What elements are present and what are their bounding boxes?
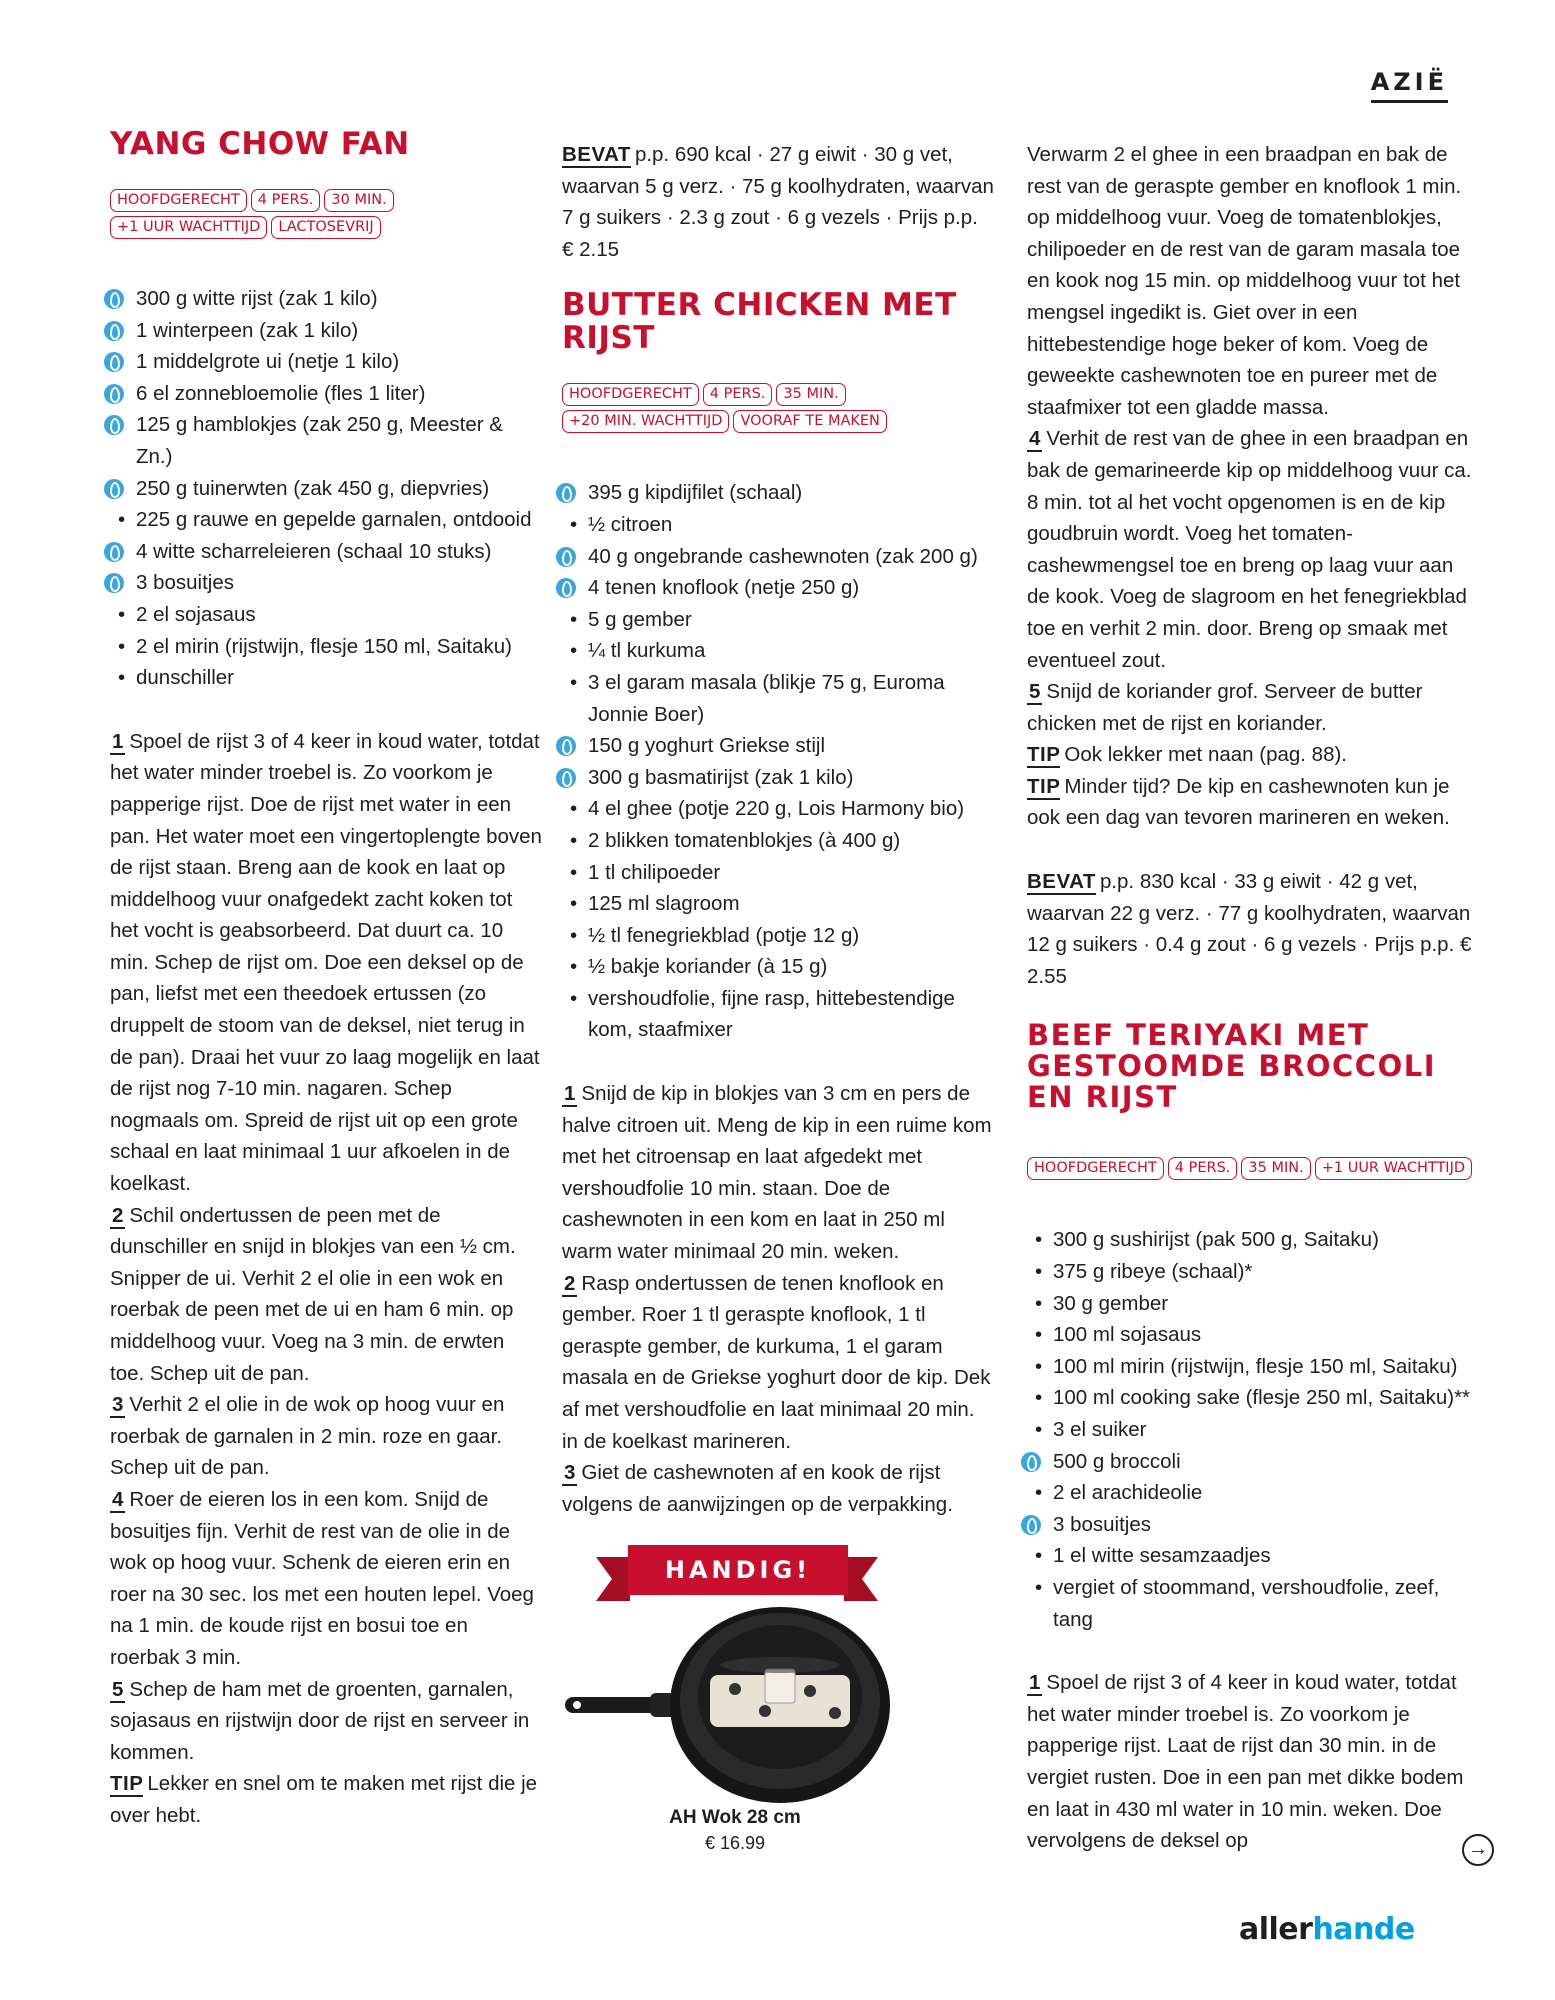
- ribbon-tail-left: [596, 1557, 630, 1601]
- tag: VOORAF TE MAKEN: [733, 410, 886, 433]
- tag: +1 UUR WACHTTIJD: [110, 216, 267, 239]
- step-number: 3: [564, 1461, 576, 1485]
- step-text: Schep de ham met de groenten, garnalen, sojasaus en rijstwijn door de rijst en serveer in kommen.: [110, 1677, 530, 1764]
- tag: 4 PERS.: [1168, 1157, 1238, 1180]
- ingredient-item: [562, 477, 994, 509]
- ingredient-text: 300 g basmatirijst (zak 1 kilo): [588, 765, 854, 789]
- ingredient-text: ½ citroen: [588, 512, 673, 536]
- recipe-tags: [110, 189, 530, 239]
- step-text: Schil ondertussen de peen met de dunschiller en snijd in blokjes van een ½ cm. Snipper de ui. Verhit 2 el olie in een wok en roerbak de peen met de ui en ham 6 min. op middelhoog vuur. Voeg na 3 min. de erwten toe. Schep uit de pan.: [110, 1203, 516, 1385]
- step-number: 1: [1029, 1671, 1041, 1695]
- tip: [1027, 739, 1477, 771]
- ingredient-item: [562, 762, 994, 794]
- ingredient-text: 3 el suiker: [1053, 1418, 1147, 1441]
- step-number: 1: [564, 1082, 576, 1106]
- step-text: Verhit de rest van de ghee in een braadpan en bak de gemarineerde kip op middelhoog vuur ca. 8 min. tot al het vocht opgenomen is en de kip goudbruin wordt. Voeg het tomaten-cashewmengsel toe en breng op laag vuur aan de kook. Voeg de slagroom en het fenegriekblad toe en verhit 2 min. door. Breng op smaak met eventueel zout.: [1027, 427, 1472, 672]
- step: [110, 1674, 542, 1769]
- handig-ribbon: HANDIG!: [628, 1545, 848, 1595]
- next-page-arrow-icon[interactable]: →: [1462, 1834, 1494, 1866]
- tip-label: TIP: [1027, 774, 1061, 798]
- ah-leaf-icon: [104, 384, 124, 404]
- column-yang-chow-fan: [110, 128, 542, 1832]
- ingredient-list: [1027, 1224, 1477, 1635]
- ingredient-item: [110, 378, 542, 410]
- title-line: BEEF TERIYAKI MET: [1027, 1018, 1370, 1053]
- ingredient-item: [110, 567, 542, 599]
- ingredient-text: 1 el witte sesamzaadjes: [1053, 1544, 1271, 1568]
- ingredient-text: 40 g ongebrande cashewnoten (zak 200 g): [588, 544, 978, 568]
- step-text: Rasp ondertussen de tenen knoflook en gember. Roer 1 tl geraspte knoflook, 1 tl geraspte gember, de kurkuma, 1 el garam masala en de Griekse yoghurt door de kip. Dek af met vershoudfolie en laat minimaal 20 min. in de koelkast marineren.: [562, 1271, 991, 1453]
- bevat-label: BEVAT: [1027, 870, 1096, 894]
- step-number: 5: [1029, 680, 1041, 704]
- ingredient-text: 500 g broccoli: [1053, 1449, 1181, 1473]
- ingredient-text: 100 ml sojasaus: [1053, 1323, 1202, 1347]
- ingredient-text: 100 ml mirin (rijstwijn, flesje 150 ml, Saitaku): [1053, 1354, 1458, 1378]
- step-number: 4: [1029, 427, 1041, 451]
- ingredient-item: [562, 730, 994, 762]
- ingredient-text: 3 el garam masala (blikje 75 g, Euroma Jonnie Boer): [588, 670, 945, 726]
- step: [110, 726, 542, 1200]
- ingredient-item: [110, 346, 542, 378]
- step-text: Spoel de rijst 3 of 4 keer in koud water, totdat het water minder troebel is. Zo voorkom je papperige rijst. Laat de rijst dan 30 min. in de vergiet rusten. Doe in een pan met dikke bodem en laat in 430 ml water in 10 min. weken. Doe vervolgens de deksel op: [1027, 1671, 1464, 1853]
- step-number: 5: [112, 1677, 124, 1701]
- recipe-tags: [1027, 1157, 1477, 1180]
- step-number: 1: [112, 729, 124, 753]
- ingredient-item: [562, 793, 994, 825]
- bevat-text: p.p. 690 kcal · 27 g eiwit · 30 g vet, waarvan 5 g verz. · 75 g koolhydraten, waarvan 7 g suikers · 2.3 g zout · 6 g vezels · Prijs p.p. € 2.15: [562, 143, 994, 261]
- ingredient-text: 1 tl chilipoeder: [588, 860, 721, 884]
- ah-leaf-icon: [104, 289, 124, 309]
- ingredient-text: 1 winterpeen (zak 1 kilo): [136, 318, 359, 342]
- ingredient-item: [1027, 1509, 1477, 1541]
- ingredient-item: [562, 509, 994, 541]
- ingredient-item: [1027, 1540, 1477, 1572]
- tag: 35 MIN.: [1241, 1157, 1310, 1180]
- ingredient-text: 4 el ghee (potje 220 g, Lois Harmony bio): [588, 797, 965, 821]
- ingredient-item: [110, 536, 542, 568]
- ingredient-item: [562, 635, 994, 667]
- ingredient-item: [562, 920, 994, 952]
- brand-logo: [1239, 1912, 1415, 1947]
- ingredient-text: 4 tenen knoflook (netje 250 g): [588, 576, 860, 600]
- tip-text: Ook lekker met naan (pag. 88).: [1064, 743, 1347, 767]
- step: [1027, 139, 1477, 423]
- step: [110, 1200, 542, 1390]
- step-text: Verhit 2 el olie in de wok op hoog vuur en roerbak de garnalen in 2 min. roze en gaar. Schep uit de pan.: [110, 1393, 505, 1480]
- ingredient-text: 2 el arachideolie: [1053, 1481, 1203, 1505]
- title-line: EN RIJST: [1027, 1080, 1178, 1115]
- ingredient-text: 5 g gember: [588, 607, 692, 631]
- step-number: 3: [112, 1393, 124, 1417]
- product-price: € 16.99: [704, 1833, 766, 1853]
- ingredient-item: [110, 473, 542, 505]
- ingredient-text: 395 g kipdijfilet (schaal): [588, 481, 803, 505]
- ah-leaf-icon: [1021, 1515, 1041, 1535]
- ah-leaf-icon: [556, 736, 576, 756]
- tag: 4 PERS.: [703, 383, 773, 406]
- ingredient-text: 250 g tuinerwten (zak 450 g, diepvries): [136, 476, 490, 500]
- tag: 30 MIN.: [324, 189, 393, 212]
- ingredient-list: [562, 477, 994, 1046]
- ingredient-item: [562, 857, 994, 889]
- ingredient-text: 150 g yoghurt Griekse stijl: [588, 734, 826, 758]
- product-name: AH Wok 28 cm: [669, 1807, 801, 1828]
- ah-leaf-icon: [1021, 1452, 1041, 1472]
- ingredient-item: [562, 825, 994, 857]
- step-text: Spoel de rijst 3 of 4 keer in koud water, totdat het water minder troebel is. Zo voorkom je papperige rijst. Doe de rijst met water in een pan. Het water moet een vingertoplengte boven de rijst staan. Breng aan de kook en laat op middelhoog vuur onafgedekt zacht koken tot het vocht is geabsorbeerd. Dat duurt ca. 10 min. Schep de rijst om. Doe een deksel op de pan, liefst met een theedoek ertussen (zo druppelt de stoom van de deksel, niet terug in de pan). Draai het vuur zo laag mogelijk en laat de rijst nog 7-10 min. nagaren. Schep nogmaals om. Spreid de rijst uit op een grote schaal en laat minimaal 1 uur afkoelen in de koelkast.: [110, 729, 542, 1196]
- ingredient-text: ¼ tl kurkuma: [588, 639, 706, 663]
- brand-part: hande: [1312, 1912, 1415, 1947]
- ingredient-text: 375 g ribeye (schaal)*: [1053, 1260, 1253, 1284]
- ingredient-item: [110, 283, 542, 315]
- brand-part: aller: [1239, 1912, 1313, 1947]
- step-text: Verwarm 2 el ghee in een braadpan en bak de rest van de geraspte gember en knoflook 1 min. op middelhoog vuur. Voeg de tomatenblokjes, chilipoeder en de rest van de garam masala toe en kook nog 15 min. op middelhoog vuur tot het mengsel ingedikt is. Giet over in een hittebestendige hoge beker of kom. Voeg de geweekte cashewnoten toe en pureer met de staafmixer tot een gladde massa.: [1027, 143, 1462, 419]
- ingredient-item: [110, 662, 542, 694]
- recipe-tags: [562, 383, 982, 433]
- tip-text: Lekker en snel om te maken met rijst die je over hebt.: [110, 1772, 538, 1827]
- tip-label: TIP: [110, 1772, 144, 1796]
- step: [562, 1078, 994, 1268]
- title-line: GESTOOMDE BROCCOLI: [1027, 1049, 1436, 1084]
- ingredient-text: 100 ml cooking sake (flesje 250 ml, Saitaku)**: [1053, 1386, 1471, 1410]
- step: [110, 1389, 542, 1484]
- recipe-title: YANG CHOW FAN: [110, 126, 410, 162]
- tip-label: TIP: [1027, 743, 1061, 767]
- tag: HOOFDGERECHT: [562, 383, 699, 406]
- wok-image: [560, 1605, 910, 1805]
- section-label: AZIË: [1371, 68, 1448, 103]
- column-right: [1027, 139, 1477, 1857]
- ingredient-text: 6 el zonnebloemolie (fles 1 liter): [136, 381, 426, 405]
- nutrition-info: [562, 139, 994, 265]
- ingredient-text: 125 ml slagroom: [588, 892, 740, 916]
- ingredient-item: [1027, 1288, 1477, 1320]
- bevat-label: BEVAT: [562, 143, 631, 166]
- ingredient-item: [1027, 1319, 1477, 1351]
- steps: [562, 1078, 994, 1520]
- tip-text: Minder tijd? De kip en cashewnoten kun je ook een dag van tevoren marineren en weken.: [1027, 774, 1450, 830]
- ingredient-item: [110, 409, 542, 472]
- tag: +1 UUR WACHTTIJD: [1315, 1157, 1472, 1180]
- ah-leaf-icon: [104, 321, 124, 341]
- ingredient-text: 30 g gember: [1053, 1291, 1169, 1315]
- ingredient-item: [562, 572, 994, 604]
- ah-leaf-icon: [104, 479, 124, 499]
- ah-leaf-icon: [556, 483, 576, 503]
- ingredient-text: 300 g sushirijst (pak 500 g, Saitaku): [1053, 1228, 1379, 1252]
- tag: HOOFDGERECHT: [1027, 1157, 1164, 1180]
- tag: 4 PERS.: [251, 189, 321, 212]
- ingredient-item: [110, 599, 542, 631]
- steps: [110, 726, 542, 1769]
- ingredient-text: 225 g rauwe en gepelde garnalen, ontdooid: [136, 508, 532, 532]
- step-number: 2: [564, 1271, 576, 1295]
- ingredient-text: 1 middelgrote ui (netje 1 kilo): [136, 350, 400, 374]
- ingredient-item: [562, 951, 994, 983]
- steps-continued: [1027, 139, 1477, 739]
- steps: [1027, 1667, 1477, 1857]
- ingredient-item: [1027, 1446, 1477, 1478]
- bevat-text: p.p. 830 kcal · 33 g eiwit · 42 g vet, waarvan 22 g verz. · 77 g koolhydraten, waarvan 12 g suikers · 0.4 g zout · 6 g vezels · Prijs p.p. € 2.55: [1027, 870, 1472, 988]
- ingredient-text: 2 el sojasaus: [136, 602, 256, 626]
- ingredient-text: ½ bakje koriander (à 15 g): [588, 955, 828, 979]
- ingredient-item: [1027, 1256, 1477, 1288]
- ingredient-text: 300 g witte rijst (zak 1 kilo): [136, 287, 378, 310]
- ingredient-item: [1027, 1382, 1477, 1414]
- ah-leaf-icon: [556, 768, 576, 788]
- ah-leaf-icon: [104, 573, 124, 593]
- ah-leaf-icon: [104, 415, 124, 435]
- ingredient-item: [562, 541, 994, 573]
- ingredient-text: dunschiller: [136, 666, 234, 690]
- ingredient-item: [562, 667, 994, 730]
- step: [562, 1457, 994, 1520]
- ingredient-text: vershoudfolie, fijne rasp, hittebestendige kom, staafmixer: [588, 986, 955, 1042]
- ingredient-item: [1027, 1414, 1477, 1446]
- tip: [1027, 771, 1477, 834]
- step-text: Giet de cashewnoten af en kook de rijst volgens de aanwijzingen op de verpakking.: [562, 1461, 953, 1516]
- ingredient-item: [110, 504, 542, 536]
- step-text: Roer de eieren los in een kom. Snijd de bosuitjes fijn. Verhit de rest van de olie in de wok op hoog vuur. Schenk de eieren erin en roer na 30 sec. los met een houten lepel. Voeg na 1 min. de koude rijst en bosui toe en roerbak 3 min.: [110, 1487, 534, 1669]
- ingredient-text: 3 bosuitjes: [1053, 1512, 1152, 1536]
- step-number: 2: [112, 1203, 124, 1227]
- ribbon-tail-right: [844, 1557, 878, 1601]
- ah-leaf-icon: [104, 542, 124, 562]
- ingredient-text: ½ tl fenegriekblad (potje 12 g): [588, 923, 860, 947]
- step: [1027, 1667, 1477, 1857]
- tag: 35 MIN.: [776, 383, 845, 406]
- step: [562, 1268, 994, 1458]
- tag: LACTOSEVRIJ: [271, 216, 380, 239]
- tag: +20 MIN. WACHTTIJD: [562, 410, 729, 433]
- ah-leaf-icon: [556, 578, 576, 598]
- ingredient-item: [562, 604, 994, 636]
- ingredient-item: [1027, 1477, 1477, 1509]
- ingredient-text: 3 bosuitjes: [136, 571, 235, 595]
- step-text: Snijd de kip in blokjes van 3 cm en pers de halve citroen uit. Meng de kip in een ruime kom met het citroensap en laat afgedekt met vershoudfolie 10 min. staan. Doe de cashewnoten in een kom en laat in 250 ml warm water minimaal 20 min. weken.: [562, 1082, 992, 1264]
- ingredient-item: [562, 888, 994, 920]
- ingredient-text: 2 el mirin (rijstwijn, flesje 150 ml, Saitaku): [136, 634, 512, 658]
- column-butter-chicken: [562, 139, 994, 1520]
- ingredient-text: 2 blikken tomatenblokjes (à 400 g): [588, 828, 901, 852]
- ingredient-item: [110, 315, 542, 347]
- nutrition-info: [1027, 866, 1477, 992]
- ingredient-text: 125 g hamblokjes (zak 250 g, Meester & Zn.): [136, 413, 503, 468]
- step-number: 4: [112, 1487, 124, 1511]
- step: [1027, 676, 1477, 739]
- ingredient-text: 4 witte scharreleieren (schaal 10 stuks): [136, 539, 492, 563]
- handig-product-box: [560, 1545, 910, 1860]
- ah-leaf-icon: [104, 352, 124, 372]
- ingredient-item: [1027, 1224, 1477, 1256]
- ingredient-list: [110, 283, 542, 694]
- tag: HOOFDGERECHT: [110, 189, 247, 212]
- step: [1027, 423, 1477, 676]
- ingredient-text: vergiet of stoommand, vershoudfolie, zeef, tang: [1053, 1575, 1440, 1631]
- ingredient-item: [1027, 1572, 1477, 1635]
- tip: [110, 1768, 542, 1831]
- ingredient-item: [562, 983, 994, 1046]
- ah-leaf-icon: [556, 547, 576, 567]
- step: [110, 1484, 542, 1674]
- recipe-title: [1027, 1020, 1477, 1113]
- step-text: Snijd de koriander grof. Serveer de butter chicken met de rijst en koriander.: [1027, 680, 1423, 735]
- ingredient-item: [1027, 1351, 1477, 1383]
- ingredient-item: [110, 631, 542, 663]
- recipe-title: BUTTER CHICKEN MET RIJST: [562, 287, 957, 357]
